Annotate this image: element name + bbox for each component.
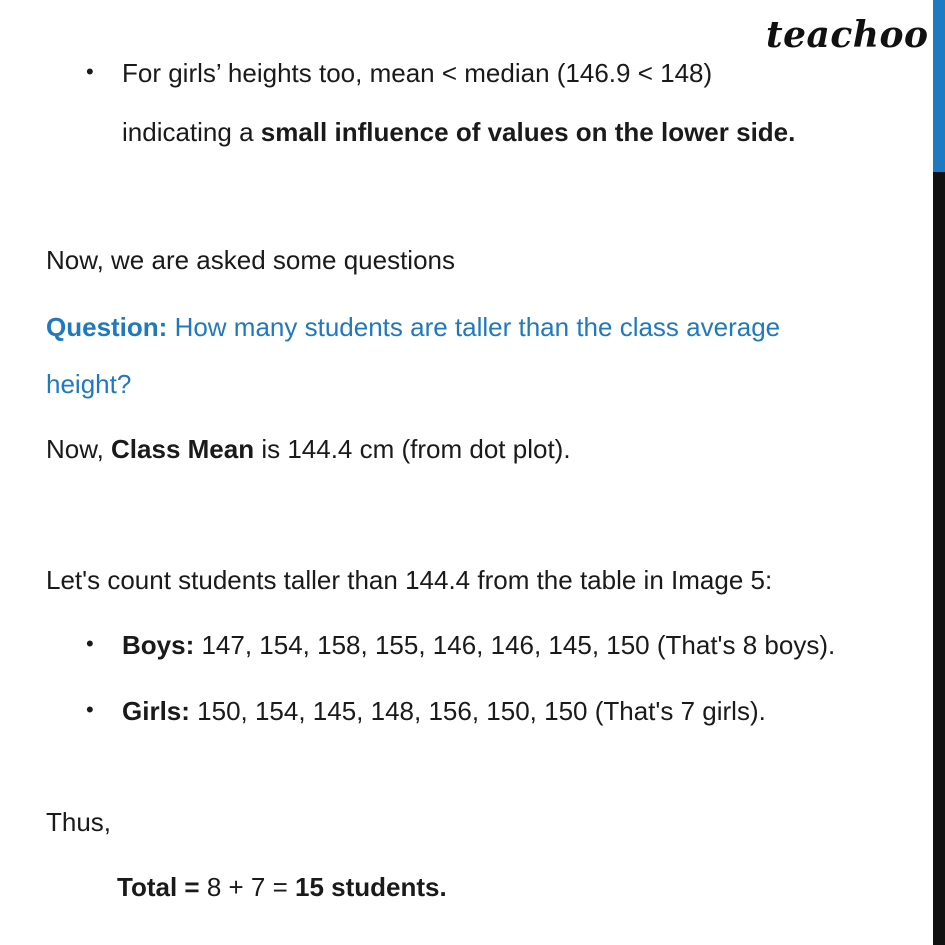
boys-values: 147, 154, 158, 155, 146, 146, 145, 150 (That's 8 boys). [194,630,836,660]
class-mean-prefix: Now, [46,434,112,464]
girls-point-line2 [122,115,795,149]
boys-label: Boys: [122,630,195,660]
girls-point-emphasis: small influence of values on the lower side. [260,117,796,147]
question-line2: height? [46,369,132,399]
bullet-icon: • [86,59,94,84]
total-result: 15 [295,872,324,902]
question-label: Question: [46,312,168,342]
count-intro: Let's count students taller than 144.4 from the table in Image 5: [46,565,773,595]
scrollbar-thumb[interactable] [933,0,945,172]
girls-line [122,694,766,728]
girls-label: Girls: [122,696,190,726]
class-mean-value: is 144.4 cm (from dot plot). [254,434,571,464]
bullet-icon: • [86,631,94,656]
class-mean-line [46,432,571,466]
class-mean-label: Class Mean [111,434,255,464]
intro-text: Now, we are asked some questions [46,245,455,275]
boys-line [122,628,835,662]
girls-values: 150, 154, 145, 148, 156, 150, 150 (That's 7 girls). [189,696,766,726]
teachoo-logo: teachoo [766,14,929,56]
bullet-icon: • [86,697,94,722]
total-label: Total = [117,872,200,902]
girls-point-line1: For girls’ heights too, mean < median (146.9 < 148) [122,58,713,88]
total-line [117,870,447,904]
thus-text: Thus, [46,807,112,837]
question-text-1: How many students are taller than the class average [167,312,781,342]
scrollbar[interactable] [931,0,945,945]
total-expression: 8 + 7 = [199,872,295,902]
girls-point-line2-text: indicating a [122,117,261,147]
total-unit: students. [323,872,447,902]
question-line1 [46,310,780,344]
